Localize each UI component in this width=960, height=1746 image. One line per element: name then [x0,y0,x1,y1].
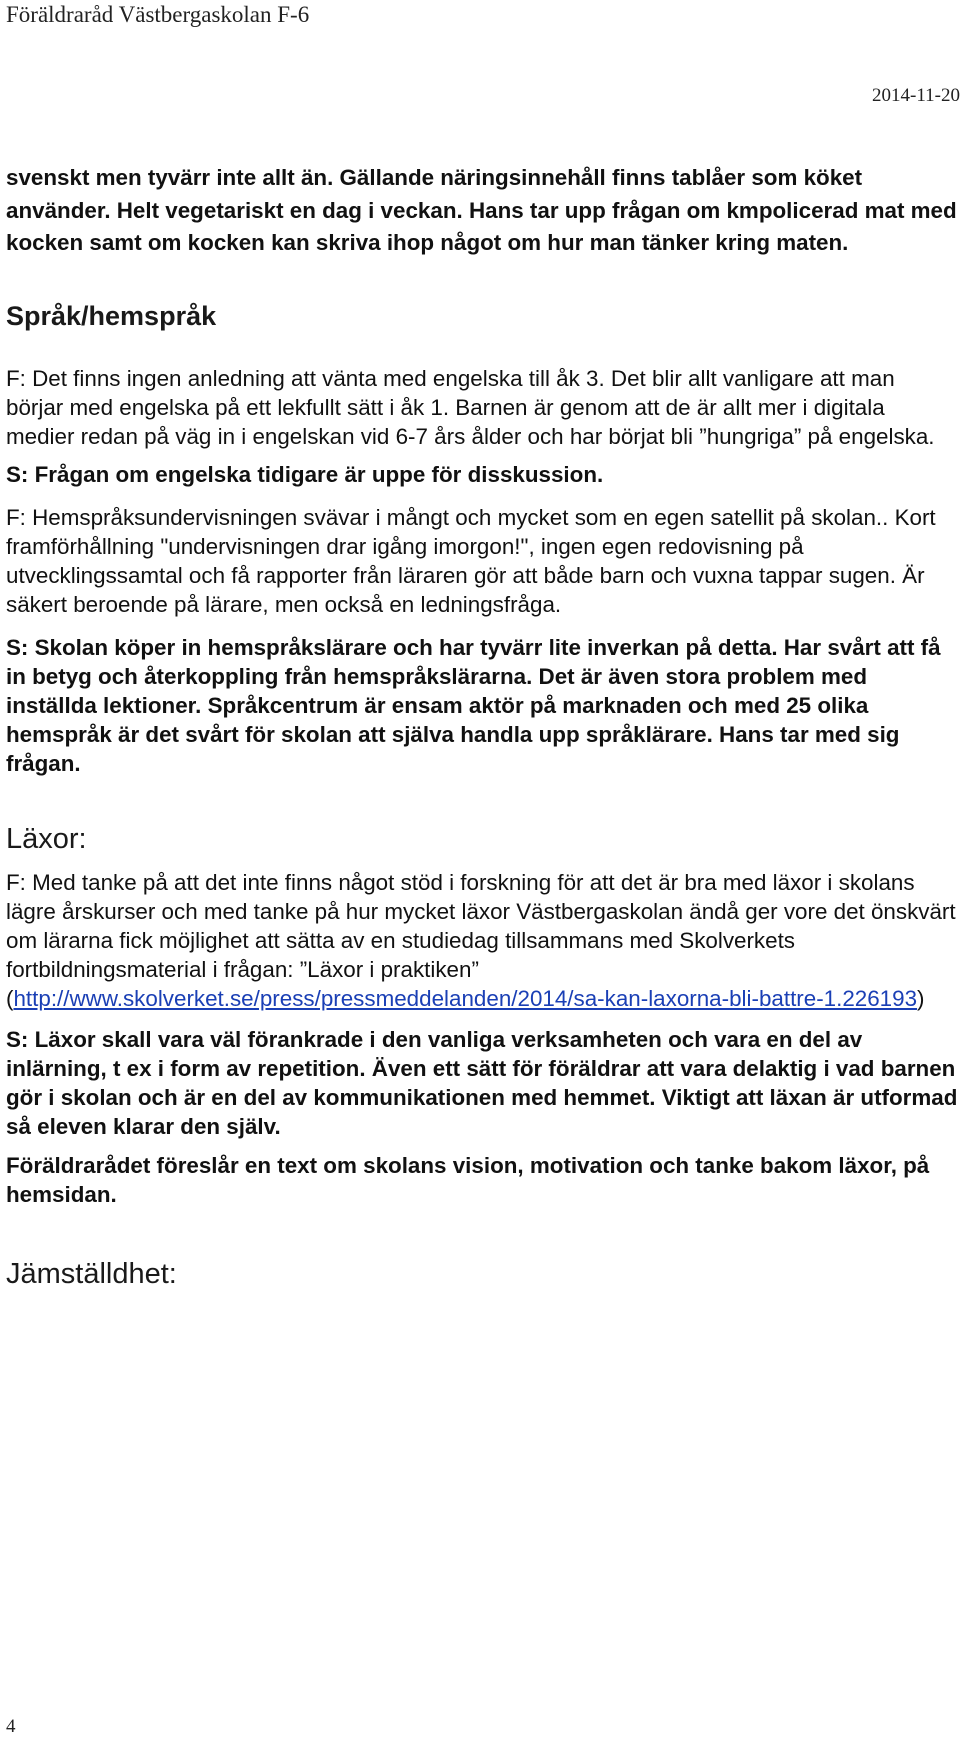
section-heading-laxor: Läxor: [6,823,87,855]
sprak-answer-1: S: Frågan om engelska tidigare är uppe för disskussion. [6,461,604,487]
laxor-answer-2: Föräldrarådet föreslår en text om skolans vision, motivation och tanke bakom läxor, på hemsidan. [6,1153,930,1207]
intro-paragraph: svenskt men tyvärr inte allt än. Gällande näringsinnehåll finns tablåer som köket använder. Helt vegetariskt en dag i veckan. Hans tar upp frågan om kmpolicerad mat med kocken samt om kocken kan skriva ihop något om hur man tänker kring maten. [6,165,957,255]
sprak-question-2: F: Hemspråksundervisningen svävar i mångt och mycket som en egen satellit på skolan.. Kort framförhållning "undervisningen drar igång imorgon!", ingen egen redovisning på utvecklingssamtal och få rapporter från läraren gör att både barn och vuxna tappar sugen. Är säkert beroende på lärare, men också en ledningsfråga. [6,505,936,617]
document-body [6,162,958,1291]
sprak-question-1: F: Det finns ingen anledning att vänta med engelska till åk 3. Det blir allt vanligare att man börjar med engelska på ett lekfullt sätt i åk 1. Barnen är genom att de är allt mer i digitala medier redan på väg in i engelskan vid 6-7 års ålder och har börjat bli ”hungriga” på engelska. [6,365,935,449]
laxor-answer-1: S: Läxor skall vara väl förankrade i den vanliga verksamheten och vara en del av inlärning, t ex i form av repetition. Även ett sätt för föräldrar att vara delaktig i vad barnen gör i skolan och är en del av kommunikationen med hemmet. Viktigt att läxan är utformad så eleven klarar den själv. [6,1027,958,1139]
section-heading-sprak: Språk/hemspråk [6,300,217,331]
skolverket-link[interactable]: http://www.skolverket.se/press/pressmeddelanden/2014/sa-kan-laxorna-bli-battre-1.226193 [13,986,918,1011]
document-header-title: Föräldraråd Västbergaskolan F-6 [6,2,310,27]
document-date: 2014-11-20 [872,85,960,106]
sprak-answer-2: S: Skolan köper in hemspråkslärare och har tyvärr lite inverkan på detta. Har svårt att få in betyg och återkoppling från hemspråkslärarna. Det är även stora problem med inställda lektioner. Språkcentrum är ensam aktör på marknaden och med 25 olika hemspråk är det svårt för skolan att själva handla upp språklärare. Hans tar med sig frågan. [6,635,941,776]
laxor-question-1 [6,868,958,1013]
section-heading-jamstalldhet: Jämställdhet: [6,1258,177,1290]
page-number: 4 [6,1716,16,1737]
laxor-question-1-text: F: Med tanke på att det inte finns något stöd i forskning för att det är bra med läxor i skolans lägre årskurser och med tanke på hur mycket läxor Västbergaskolan ändå ger vore det önskvärt om lärarna fick möjlighet att sätta av en studiedag tillsammans med Skolverkets fortbildningsmaterial i frågan: ”Läxor i praktiken” ( [6,870,956,1011]
laxor-question-1-close: ) [917,986,925,1011]
